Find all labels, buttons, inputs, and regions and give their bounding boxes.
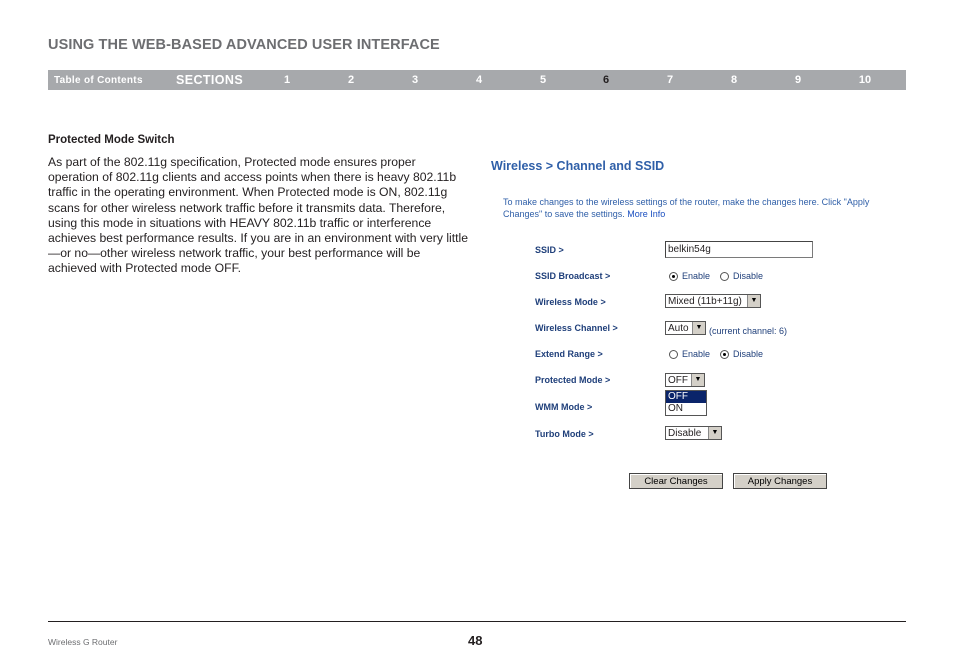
select-value: Mixed (11b+11g): [668, 296, 742, 307]
router-ui-screenshot: [483, 150, 907, 518]
wmm-mode-label: WMM Mode >: [535, 402, 593, 412]
radio-checked-icon: [669, 272, 678, 281]
section-link-5[interactable]: 5: [539, 74, 547, 86]
toc-link[interactable]: Table of Contents: [54, 75, 143, 86]
dropdown-option-off[interactable]: OFF: [666, 391, 706, 403]
chevron-down-icon: ▼: [692, 322, 705, 334]
footer-product-name: Wireless G Router: [48, 637, 118, 647]
section-link-1[interactable]: 1: [283, 74, 291, 86]
radio-checked-icon: [720, 350, 729, 359]
ssid-broadcast-label: SSID Broadcast >: [535, 271, 611, 281]
extend-range-enable-radio[interactable]: [669, 349, 710, 359]
ssid-input[interactable]: belkin54g: [665, 241, 813, 258]
router-intro-text: [503, 196, 903, 220]
radio-unchecked-icon: [669, 350, 678, 359]
extend-range-label: Extend Range >: [535, 349, 603, 359]
section-link-9[interactable]: 9: [794, 74, 802, 86]
select-value: Disable: [668, 428, 702, 439]
wireless-channel-select[interactable]: [665, 321, 706, 335]
radio-unchecked-icon: [720, 272, 729, 281]
select-value: OFF: [668, 375, 688, 386]
section-nav-bar: [48, 70, 906, 90]
ssid-label: SSID >: [535, 245, 564, 255]
radio-label: Enable: [682, 271, 711, 281]
radio-label: Enable: [682, 349, 711, 359]
protected-mode-label: Protected Mode >: [535, 375, 611, 385]
clear-changes-button[interactable]: Clear Changes: [629, 473, 723, 489]
chevron-down-icon: ▼: [708, 427, 721, 439]
extend-range-disable-radio[interactable]: [720, 349, 763, 359]
page-number: 48: [468, 633, 483, 648]
router-intro-sentence: To make changes to the wireless settings of the router, make the changes here. Click "Apply Changes" to save the settings.: [503, 197, 870, 219]
protected-mode-dropdown: [665, 390, 707, 416]
ssid-broadcast-disable-radio[interactable]: [720, 271, 763, 281]
turbo-mode-select[interactable]: [665, 426, 722, 440]
wireless-mode-select[interactable]: [665, 294, 761, 308]
subsection-heading: Protected Mode Switch: [48, 134, 175, 146]
dropdown-option-on[interactable]: ON: [668, 403, 683, 414]
radio-label: Disable: [733, 349, 764, 359]
ssid-broadcast-enable-radio[interactable]: [669, 271, 710, 281]
section-link-10[interactable]: 10: [858, 74, 872, 86]
router-page-title: Wireless > Channel and SSID: [491, 159, 665, 173]
section-link-2[interactable]: 2: [347, 74, 355, 86]
radio-label: Disable: [733, 271, 764, 281]
section-link-6[interactable]: 6: [602, 74, 610, 86]
chevron-down-icon: ▼: [691, 374, 704, 386]
current-channel-hint: (current channel: 6): [709, 326, 788, 336]
select-value: Auto: [668, 323, 689, 334]
turbo-mode-label: Turbo Mode >: [535, 429, 594, 439]
footer-divider: [48, 621, 906, 622]
more-info-link[interactable]: More Info: [627, 209, 666, 219]
apply-changes-button[interactable]: Apply Changes: [733, 473, 827, 489]
page-section-title: USING THE WEB-BASED ADVANCED USER INTERFACE: [48, 37, 440, 53]
protected-mode-select[interactable]: [665, 373, 705, 387]
chevron-down-icon: ▼: [747, 295, 760, 307]
section-link-7[interactable]: 7: [666, 74, 674, 86]
wireless-mode-label: Wireless Mode >: [535, 297, 606, 307]
sections-label: SECTIONS: [176, 73, 244, 87]
section-link-8[interactable]: 8: [730, 74, 738, 86]
body-paragraph: As part of the 802.11g specification, Protected mode ensures proper operation of 802.11g clients and access points when there is heavy 802.11b traffic in the operating environment. When Protected mode is ON, 802.11g scans for other wireless network traffic before it transmits data. Therefore, using this mode in situations with HEAVY 802.11b traffic or interference achieves best performance results. If you are in an environment with very little—or no—other wireless network traffic, your best performance will be achieved with Protected mode OFF.: [48, 155, 468, 276]
section-link-4[interactable]: 4: [475, 74, 483, 86]
wireless-channel-label: Wireless Channel >: [535, 323, 618, 333]
section-link-3[interactable]: 3: [411, 74, 419, 86]
